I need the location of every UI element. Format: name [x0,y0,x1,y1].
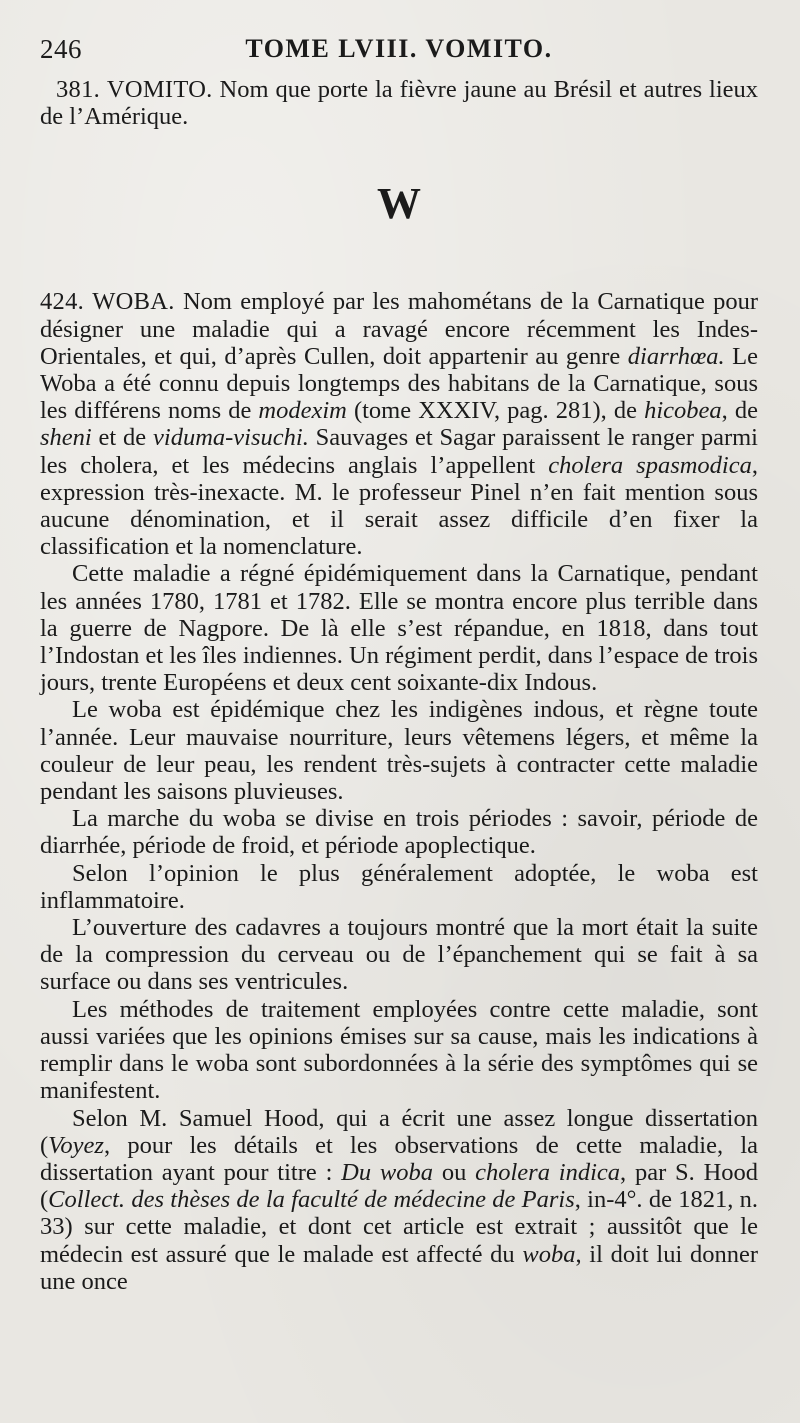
hood-text: , il doit lui donner une once [40,1240,758,1295]
entry-424-text: (tome XXXIV, pag. 281), de [346,397,645,425]
paragraph-samuel-hood [40,1105,758,1295]
hood-text: , in-4°. de 1821, n. 33) sur cette maladie, et dont cet article est extrait ; aussitôt que le médecin est assuré que le malade est affecté du [40,1186,759,1268]
running-head [40,34,758,72]
paragraph-epidemic-indigenous: Le woba est épidémique chez les indigènes indous, et règne toute l’année. Leur mauvaise nourriture, leurs vêtemens légers, et même la couleur de leur peau, les rendent très-sujets à contracter cette maladie pendant les saisons pluvieuses. [40,696,758,806]
entry-424-label: 424. WOBA. [40,288,175,316]
entry-424-italic: hicobea [644,397,722,425]
entry-424-italic: modexim [258,397,347,425]
entry-424-text: et de [91,424,154,452]
paragraph-inflammatory: Selon l’opinion le plus généralement adoptée, le woba est inflammatoire. [40,859,758,914]
entry-424-italic: diarrhœa. [627,342,725,370]
entry-424-text: , expression très-inexacte. M. le professeur Pinel n’en fait mention sous aucune dénomination, et il serait assez difficile d’en fixer la classification et la nomenclature. [40,451,758,561]
entry-424-italic: cholera spasmodica [548,451,752,479]
hood-text: Selon M. Samuel Hood, qui a écrit une assez longue dissertation ( [40,1104,758,1159]
hood-italic: Du woba [341,1158,434,1186]
page-number: 246 [40,34,82,64]
paragraph-epidemic-history: Cette maladie a régné épidémiquement dans la Carnatique, pendant les années 1780, 1781 et 1782. Elle se montra encore plus terrible dans la guerre de Nagpore. De là elle s’est répandue, en 1818, dans tout l’Indostan et les îles indiennes. Un régiment perdit, dans l’espace de trois jours, trente Européens et deux cent soixante-dix Indous. [40,560,758,697]
paragraph-treatment-methods: Les méthodes de traitement employées contre cette maladie, sont aussi variées que les opinions émises sur sa cause, mais les indications à remplir dans le woba sont subordonnées à la série des symptômes qui se manifestent. [40,995,758,1105]
entry-424-text: Le Woba a été connu depuis longtemps des habitans de la Carnatique, sous les différens noms de [40,342,759,425]
paragraph-autopsy: L’ouverture des cadavres a toujours montré que la mort était la suite de la compression du cerveau ou de l’épanchement qui se fait à sa surface ou dans ses ventricules. [40,914,758,996]
paragraph-periods: La marche du woba se divise en trois périodes : savoir, période de diarrhée, période de froid, et période apoplectique. [40,805,758,860]
entry-424-text: Nom employé par les mahométans de la Carnatique pour désigner une maladie qui a ravagé encore récemment les Indes-Orientales, et qui, d’après Cullen, doit appartenir au genre [40,288,758,370]
hood-text: ou [433,1158,476,1186]
entry-424-italic: viduma-visuchi. [153,424,309,452]
section-letter-heading: W [377,179,421,229]
entry-381-text: Nom que porte la fièvre jaune au Brésil et autres lieux de l’Amérique. [40,76,759,131]
entry-424 [40,288,758,560]
hood-italic: woba [522,1240,576,1268]
entry-381 [40,76,758,130]
running-title: TOME LVIII. VOMITO. [245,34,553,63]
hood-italic: cholera indica [475,1158,621,1186]
hood-italic: Collect. des thèses de la faculté de médecine de Paris [48,1186,575,1214]
entry-424-text: , de [721,397,759,425]
entry-381-label: 381. VOMITO. [56,76,213,103]
entry-424-text: Sauvages et Sagar paraissent le ranger parmi les cholera, et les médecins anglais l’appellent [40,424,758,479]
hood-italic: Voyez [48,1131,104,1159]
hood-text: , pour les détails et les observations de cette maladie, la dissertation ayant pour titre : [40,1131,758,1186]
hood-text: , par S. Hood ( [40,1158,759,1214]
entry-424-italic: sheni [40,424,92,452]
